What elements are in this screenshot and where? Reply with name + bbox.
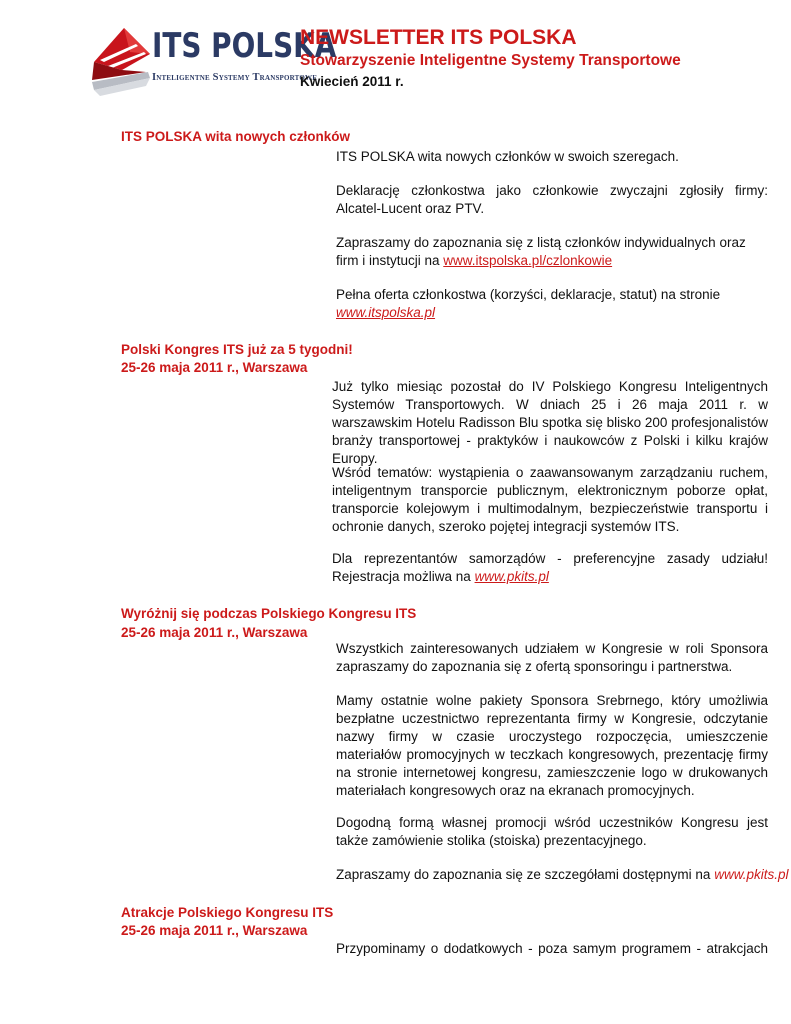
article-3-paragraph-1: Wszystkich zainteresowanych udziałem w Kongresie w roli Sponsora zapraszamy do zapoznania się z ofertą sponsoringu i partnerstwa. [336, 641, 768, 674]
itspolska-link[interactable]: www.itspolska.pl [336, 305, 436, 320]
organization-name: Stowarzyszenie Inteligentne Systemy Transportowe [300, 52, 681, 69]
article-1-p3-text: Zapraszamy do zapoznania się z listą członków indywidualnych oraz firm i instytucji na [336, 235, 746, 268]
logo-emblem-icon [86, 22, 156, 108]
article-2-paragraph-1: Już tylko miesiąc pozostał do IV Polskiego Kongresu Inteligentnych Systemów Transportowych. W dniach 25 i 26 maja 2011 r. w warszawskim Hotelu Radisson Blu spotka się blisko 200 profesjonalistów branży transportowej - praktyków i naukowców z Polski i kilku krajów Europy. [332, 379, 768, 466]
article-2-paragraph-2: Wśród tematów: wystąpienia o zaawansowanym zarządzaniu ruchem, inteligentnym transporcie publicznym, elektronicznym poborze opłat, transporcie kolejowym i multimodalnym, bezpieczeństwie transportu i ochronie danych, szeroko pojętej integracji systemów ITS. [332, 465, 768, 534]
article-1-paragraph-1: ITS POLSKA wita nowych członków w swoich szeregach. [336, 149, 679, 164]
article-3-paragraph-3: Dogodną formą własnej promocji wśród uczestników Kongresu jest także zamówienie stolika (stoiska) prezentacyjnego. [336, 815, 768, 848]
article-2-subtitle: 25-26 maja 2011 r., Warszawa [121, 360, 308, 375]
article-3-title: Wyróżnij się podczas Polskiego Kongresu ITS [121, 606, 417, 621]
article-2-p3-text: Dla reprezentantów samorządów - preferencyjne zasady udziału! Rejestracja możliwa na [332, 551, 768, 584]
logo-subtitle: Inteligentne Systemy Transportowe [152, 72, 318, 83]
members-link[interactable]: www.itspolska.pl/czlonkowie [443, 253, 613, 268]
issue-date: Kwiecień 2011 r. [300, 74, 404, 89]
article-4-title: Atrakcje Polskiego Kongresu ITS [121, 905, 334, 920]
article-3-paragraph-2: Mamy ostatnie wolne pakiety Sponsora Srebrnego, który umożliwia bezpłatne uczestnictwo reprezentanta firmy w Kongresie, odczytanie nazwy firmy w czasie uroczystego rozpoczęcia, umieszczenie materiałów promocyjnych w teczkach kongresowych, prezentację firmy na stronie internetowej kongresu, zamieszczenie logo w drukowanych materiałach kongresowych oraz na ekranach promocyjnych. [336, 693, 768, 798]
newsletter-title: NEWSLETTER ITS POLSKA [300, 26, 577, 49]
article-1-title: ITS POLSKA wita nowych członków [121, 129, 351, 144]
article-1-paragraph-3 [336, 234, 768, 270]
article-4-subtitle: 25-26 maja 2011 r., Warszawa [121, 923, 308, 938]
article-1-paragraph-2: Deklarację członkostwa jako członkowie zwyczajni zgłosiły firmy: Alcatel-Lucent oraz PTV. [336, 183, 768, 216]
article-3-p4-text: Zapraszamy do zapoznania się ze szczegółami dostępnymi na [336, 867, 715, 882]
logo-title: ITS POLSKA [152, 26, 337, 66]
article-2-paragraph-3 [332, 550, 768, 586]
article-1-paragraph-4 [336, 286, 768, 322]
article-3-subtitle: 25-26 maja 2011 r., Warszawa [121, 625, 308, 640]
article-1-p4-text: Pełna oferta członkostwa (korzyści, deklaracje, statut) na stronie [336, 287, 721, 302]
article-2-title: Polski Kongres ITS już za 5 tygodni! [121, 342, 353, 357]
its-polska-logo [86, 22, 337, 108]
pkits-link-1[interactable]: www.pkits.pl [474, 569, 549, 584]
pkits-link-2[interactable]: www.pkits.pl [714, 867, 789, 882]
article-3-paragraph-4 [336, 866, 789, 884]
article-4-paragraph-1: Przypominamy o dodatkowych - poza samym programem - atrakcjach [336, 941, 768, 956]
